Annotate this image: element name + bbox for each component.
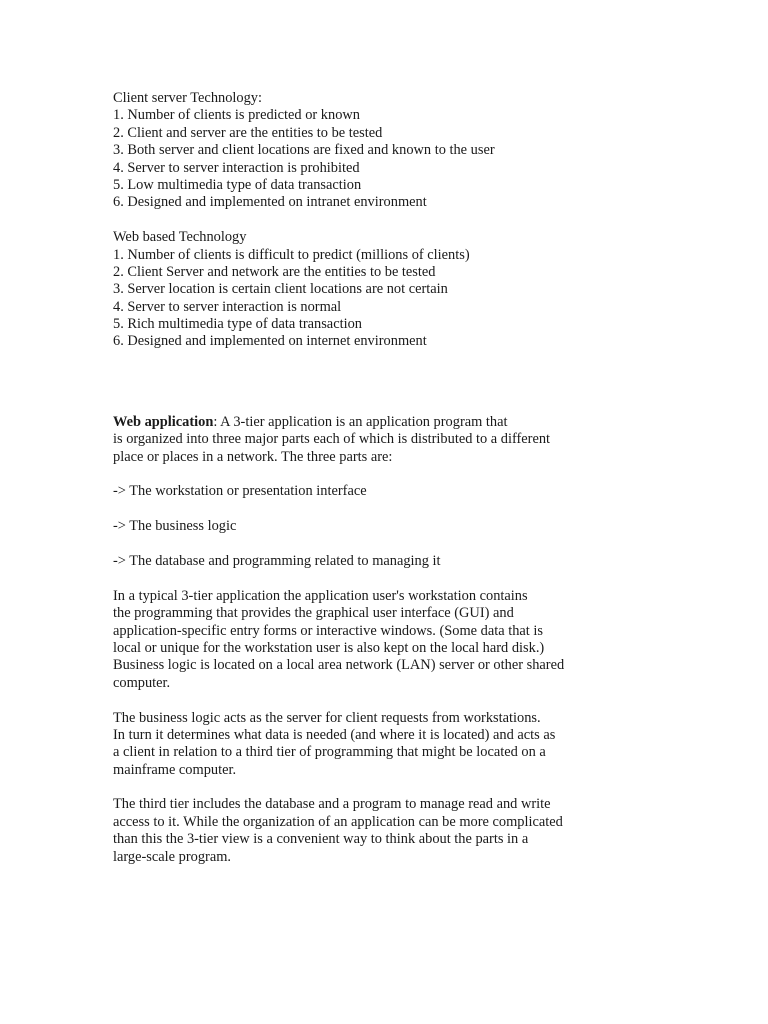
paragraph-line: local or unique for the workstation user is also kept on the local hard disk.) xyxy=(113,639,545,656)
web-based-title: Web based Technology xyxy=(113,229,247,246)
paragraph-line: The third tier includes the database and a program to manage read and write xyxy=(113,796,551,813)
web-application-section xyxy=(113,414,733,866)
client-server-item: 6. Designed and implemented on intranet environment xyxy=(113,194,427,211)
web-application-intro-line xyxy=(113,414,733,431)
web-application-term: Web application xyxy=(113,413,214,430)
web-based-item: 2. Client Server and network are the entities to be tested xyxy=(113,263,436,280)
spacer xyxy=(113,212,733,229)
paragraph-line: the programming that provides the graphical user interface (GUI) and xyxy=(113,605,514,622)
paragraph-line: Business logic is located on a local area network (LAN) server or other shared xyxy=(113,657,565,674)
paragraph-line: than this the 3-tier view is a convenient way to think about the parts in a xyxy=(113,831,529,848)
client-server-item: 2. Client and server are the entities to be tested xyxy=(113,124,383,141)
client-server-title: Client server Technology: xyxy=(113,90,262,106)
spacer xyxy=(113,692,733,709)
web-based-item: 5. Rich multimedia type of data transaction xyxy=(113,316,362,333)
client-server-section xyxy=(113,90,733,212)
paragraph-line: mainframe computer. xyxy=(113,761,237,778)
tier-part: -> The database and programming related to managing it xyxy=(113,552,441,569)
client-server-item: 3. Both server and client locations are fixed and known to the user xyxy=(113,142,495,159)
web-based-item: 4. Server to server interaction is normal xyxy=(113,298,342,315)
paragraph-line: application-specific entry forms or interactive windows. (Some data that is xyxy=(113,622,543,639)
spacer xyxy=(113,351,733,414)
client-server-item: 1. Number of clients is predicted or known xyxy=(113,107,360,124)
paragraph-line: large-scale program. xyxy=(113,848,231,865)
client-server-item: 4. Server to server interaction is prohibited xyxy=(113,159,360,176)
web-based-item: 3. Server location is certain client locations are not certain xyxy=(113,281,448,298)
spacer xyxy=(113,501,733,518)
client-server-item: 5. Low multimedia type of data transaction xyxy=(113,176,362,193)
paragraph-line: access to it. While the organization of an application can be more complicated xyxy=(113,813,563,830)
paragraph-line: The business logic acts as the server for client requests from workstations. xyxy=(113,709,541,726)
spacer xyxy=(113,536,733,553)
web-based-item: 1. Number of clients is difficult to predict (millions of clients) xyxy=(113,246,470,263)
paragraph-line: a client in relation to a third tier of programming that might be located on a xyxy=(113,744,546,761)
spacer xyxy=(113,779,733,796)
spacer xyxy=(113,570,733,587)
tier-part: -> The business logic xyxy=(113,518,237,535)
paragraph-line: In a typical 3-tier application the application user's workstation contains xyxy=(113,587,528,604)
document-page xyxy=(113,90,733,866)
web-application-intro-line: place or places in a network. The three parts are: xyxy=(113,448,393,465)
web-application-intro-line: is organized into three major parts each of which is distributed to a different xyxy=(113,431,551,448)
web-based-item: 6. Designed and implemented on internet environment xyxy=(113,333,427,350)
web-based-section xyxy=(113,229,733,351)
spacer xyxy=(113,466,733,483)
paragraph-line: In turn it determines what data is needed (and where it is located) and acts as xyxy=(113,726,556,743)
paragraph-line: computer. xyxy=(113,674,171,691)
tier-part: -> The workstation or presentation interface xyxy=(113,483,367,500)
web-application-intro-rest: : A 3-tier application is an application program that xyxy=(213,413,508,430)
